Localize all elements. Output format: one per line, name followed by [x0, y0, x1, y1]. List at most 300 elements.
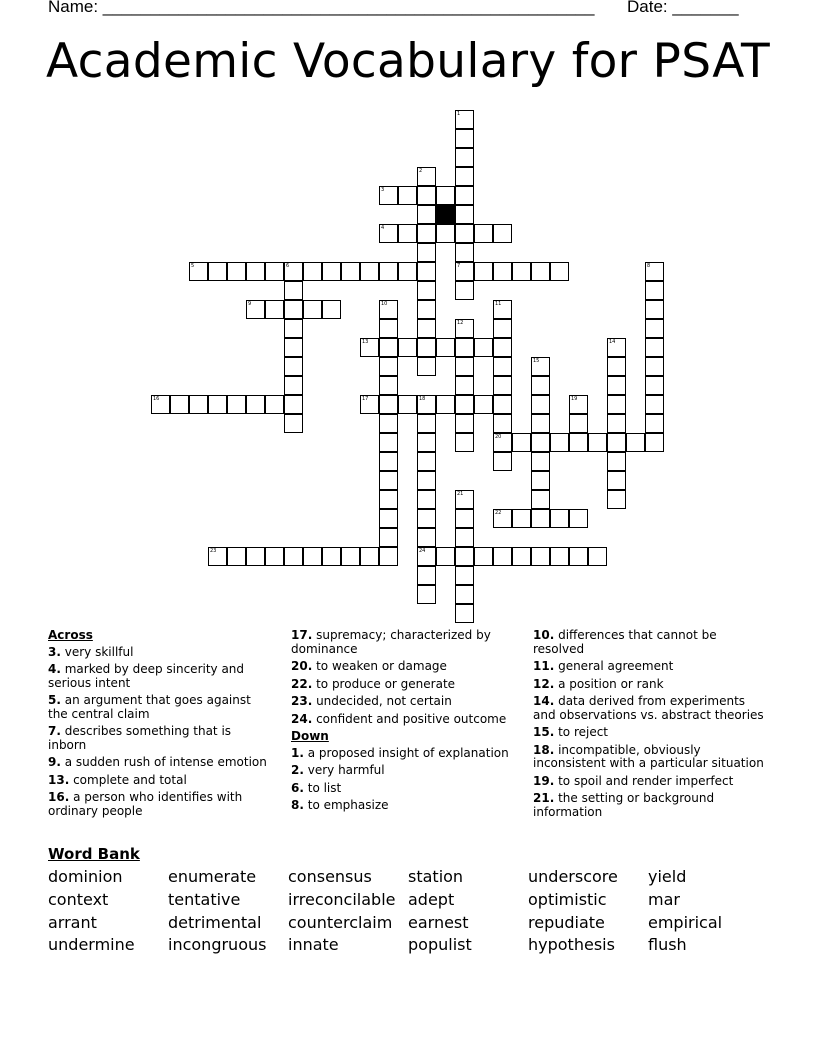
crossword-cell[interactable]: [417, 338, 436, 357]
crossword-cell-number: 10: [381, 301, 388, 307]
crossword-cell-number: 22: [495, 510, 502, 516]
crossword-cell[interactable]: [588, 433, 607, 452]
clues-column-2: [291, 629, 516, 817]
word-bank-word: station: [408, 867, 464, 886]
crossword-cell[interactable]: [455, 110, 474, 129]
clue-number: 21.: [533, 791, 555, 805]
crossword-cell[interactable]: [322, 547, 341, 566]
crossword-cell[interactable]: [531, 262, 550, 281]
crossword-cell[interactable]: [569, 509, 588, 528]
crossword-cell[interactable]: [284, 300, 303, 319]
crossword-cell[interactable]: [246, 395, 265, 414]
clue-text: to reject: [554, 725, 609, 739]
clue-item: [291, 782, 516, 796]
crossword-cell[interactable]: [379, 300, 398, 319]
crossword-cell[interactable]: [151, 395, 170, 414]
crossword-cell[interactable]: [455, 205, 474, 224]
clues-column-3: [533, 629, 768, 823]
crossword-cell[interactable]: [417, 471, 436, 490]
crossword-cell[interactable]: [512, 509, 531, 528]
crossword-cell[interactable]: [455, 224, 474, 243]
word-bank-word: empirical: [648, 913, 723, 932]
crossword-cell[interactable]: [379, 395, 398, 414]
crossword-cell[interactable]: [379, 414, 398, 433]
crossword-cell[interactable]: [417, 509, 436, 528]
crossword-cell[interactable]: [474, 224, 493, 243]
word-bank-word: repudiate: [528, 913, 605, 932]
crossword-cell-number: 14: [609, 339, 616, 345]
word-bank-word: detrimental: [168, 913, 262, 932]
crossword-cell[interactable]: [493, 414, 512, 433]
crossword-cell[interactable]: [417, 433, 436, 452]
crossword-cell[interactable]: [569, 547, 588, 566]
crossword-cell[interactable]: [645, 414, 664, 433]
crossword-cell[interactable]: [360, 262, 379, 281]
clue-item: [291, 678, 516, 692]
clue-number: 2.: [291, 763, 304, 777]
crossword-cell[interactable]: [455, 528, 474, 547]
crossword-cell[interactable]: [284, 281, 303, 300]
crossword-cell[interactable]: [455, 262, 474, 281]
crossword-cell-number: 23: [210, 548, 217, 554]
crossword-cell[interactable]: [607, 433, 626, 452]
clue-item: [291, 713, 516, 727]
crossword-cell[interactable]: [284, 338, 303, 357]
word-bank-word: populist: [408, 935, 472, 954]
crossword-cell[interactable]: [417, 262, 436, 281]
crossword-cell[interactable]: [417, 205, 436, 224]
clue-number: 8.: [291, 798, 304, 812]
crossword-cell[interactable]: [265, 395, 284, 414]
crossword-cell-number: 1: [457, 111, 461, 117]
crossword-cell[interactable]: [379, 490, 398, 509]
clue-item: [533, 775, 768, 789]
clue-item: [48, 663, 273, 690]
crossword-cell[interactable]: [531, 490, 550, 509]
crossword-cell-number: 5: [191, 263, 195, 269]
crossword-cell-number: 7: [457, 263, 461, 269]
crossword-cell[interactable]: [550, 509, 569, 528]
crossword-cell[interactable]: [303, 547, 322, 566]
crossword-cell[interactable]: [208, 262, 227, 281]
crossword-cell[interactable]: [417, 281, 436, 300]
crossword-cell[interactable]: [417, 395, 436, 414]
crossword-cell-number: 3: [381, 187, 385, 193]
word-bank-word: flush: [648, 935, 687, 954]
crossword-cell[interactable]: [531, 414, 550, 433]
crossword-cell[interactable]: [417, 547, 436, 566]
down-heading: Down: [291, 729, 329, 743]
clue-item: [291, 660, 516, 674]
clue-text: the setting or background information: [533, 791, 715, 819]
crossword-cell[interactable]: [474, 547, 493, 566]
crossword-cell[interactable]: [645, 300, 664, 319]
crossword-cell[interactable]: [227, 547, 246, 566]
crossword-cell[interactable]: [417, 224, 436, 243]
crossword-cell[interactable]: [531, 376, 550, 395]
clue-item: [48, 694, 273, 721]
crossword-cell[interactable]: [569, 433, 588, 452]
crossword-cell[interactable]: [550, 433, 569, 452]
crossword-cell[interactable]: [379, 452, 398, 471]
crossword-cell[interactable]: [379, 509, 398, 528]
crossword-cell[interactable]: [379, 376, 398, 395]
clue-number: 14.: [533, 694, 555, 708]
crossword-cell[interactable]: [417, 243, 436, 262]
clue-text: data derived from experiments and observations vs. abstract theories: [533, 694, 764, 722]
word-bank-word: context: [48, 890, 109, 909]
crossword-cell-number: 12: [457, 320, 464, 326]
crossword-cell[interactable]: [284, 262, 303, 281]
crossword-cell-number: 9: [248, 301, 252, 307]
crossword-cell[interactable]: [645, 433, 664, 452]
crossword-cell[interactable]: [379, 547, 398, 566]
crossword-cell[interactable]: [512, 262, 531, 281]
crossword-cell[interactable]: [227, 395, 246, 414]
crossword-cell[interactable]: [284, 395, 303, 414]
clue-text: an argument that goes against the central claim: [48, 693, 251, 721]
crossword-cell[interactable]: [455, 414, 474, 433]
clue-number: 15.: [533, 725, 555, 739]
crossword-cell[interactable]: [531, 471, 550, 490]
crossword-cell[interactable]: [436, 395, 455, 414]
clue-item: [533, 792, 768, 819]
crossword-cell-number: 4: [381, 225, 385, 231]
crossword-cell[interactable]: [607, 357, 626, 376]
crossword-cell[interactable]: [493, 376, 512, 395]
crossword-cell-number: 6: [286, 263, 290, 269]
crossword-cell[interactable]: [436, 547, 455, 566]
crossword-cell[interactable]: [512, 547, 531, 566]
crossword-cell[interactable]: [626, 433, 645, 452]
crossword-cell[interactable]: [379, 224, 398, 243]
crossword-cell[interactable]: [398, 224, 417, 243]
crossword-cell[interactable]: [417, 414, 436, 433]
crossword-cell-number: 15: [533, 358, 540, 364]
crossword-cell[interactable]: [417, 300, 436, 319]
crossword-cell[interactable]: [417, 566, 436, 585]
crossword-cell[interactable]: [417, 528, 436, 547]
crossword-cell[interactable]: [379, 319, 398, 338]
crossword-cell[interactable]: [436, 224, 455, 243]
crossword-cell[interactable]: [455, 547, 474, 566]
clue-number: 11.: [533, 659, 555, 673]
clue-text: undecided, not certain: [312, 694, 452, 708]
clue-text: describes something that is inborn: [48, 724, 232, 752]
crossword-cell[interactable]: [189, 262, 208, 281]
crossword-cell[interactable]: [322, 300, 341, 319]
crossword-cell[interactable]: [531, 509, 550, 528]
crossword-cell[interactable]: [417, 585, 436, 604]
clue-text: to list: [303, 780, 342, 795]
clue-number: 7.: [48, 724, 61, 738]
crossword-cell[interactable]: [607, 452, 626, 471]
clue-number: 6.: [291, 780, 304, 795]
clue-text: to spoil and render imperfect: [554, 773, 734, 788]
crossword-cell[interactable]: [303, 262, 322, 281]
clue-item: [533, 726, 768, 740]
crossword-cell[interactable]: [607, 471, 626, 490]
crossword-cell[interactable]: [493, 395, 512, 414]
crossword-cell[interactable]: [417, 319, 436, 338]
clue-text: a sudden rush of intense emotion: [60, 755, 267, 769]
crossword-cell[interactable]: [436, 338, 455, 357]
clue-number: 22.: [291, 676, 313, 691]
crossword-block-cell: [436, 205, 455, 224]
crossword-cell[interactable]: [645, 281, 664, 300]
crossword-cell-number: 19: [571, 396, 578, 402]
clue-item: [533, 744, 768, 771]
crossword-cell[interactable]: [607, 376, 626, 395]
crossword-cell[interactable]: [398, 395, 417, 414]
crossword-cell-number: 2: [419, 168, 423, 174]
clues-column-1: [48, 629, 273, 822]
crossword-cell[interactable]: [379, 186, 398, 205]
clue-item: [533, 695, 768, 722]
word-bank-word: arrant: [48, 913, 97, 932]
crossword-cell[interactable]: [493, 452, 512, 471]
clue-number: 10.: [533, 628, 555, 642]
word-bank-word: enumerate: [168, 867, 257, 886]
crossword-cell[interactable]: [455, 319, 474, 338]
crossword-cell-number: 20: [495, 434, 502, 440]
clue-text: a proposed insight of explanation: [303, 745, 509, 760]
crossword-cell[interactable]: [645, 338, 664, 357]
word-bank-word: underscore: [528, 867, 618, 886]
crossword-cell[interactable]: [645, 262, 664, 281]
clue-number: 18.: [533, 742, 555, 757]
clue-item: [48, 791, 273, 818]
clue-number: 23.: [291, 694, 313, 708]
crossword-cell[interactable]: [607, 395, 626, 414]
crossword-cell[interactable]: [455, 148, 474, 167]
crossword-cell[interactable]: [341, 262, 360, 281]
crossword-cell[interactable]: [493, 338, 512, 357]
crossword-cell[interactable]: [284, 357, 303, 376]
crossword-cell[interactable]: [265, 262, 284, 281]
crossword-cell[interactable]: [588, 547, 607, 566]
crossword-cell[interactable]: [493, 262, 512, 281]
clue-number: 13.: [48, 772, 70, 787]
crossword-cell[interactable]: [474, 395, 493, 414]
crossword-cell[interactable]: [379, 471, 398, 490]
crossword-cell[interactable]: [455, 243, 474, 262]
word-bank-word: hypothesis: [528, 935, 615, 954]
crossword-cell[interactable]: [398, 262, 417, 281]
crossword-cell[interactable]: [493, 357, 512, 376]
clue-item: [48, 646, 273, 660]
crossword-cell[interactable]: [455, 338, 474, 357]
crossword-cell[interactable]: [284, 547, 303, 566]
crossword-cell[interactable]: [455, 585, 474, 604]
crossword-cell[interactable]: [531, 433, 550, 452]
clue-item: [291, 629, 516, 656]
crossword-cell[interactable]: [189, 395, 208, 414]
word-bank-word: irreconcilable: [288, 890, 396, 909]
crossword-cell[interactable]: [417, 186, 436, 205]
crossword-cell[interactable]: [417, 452, 436, 471]
crossword-cell[interactable]: [417, 357, 436, 376]
crossword-cell[interactable]: [493, 319, 512, 338]
crossword-cell[interactable]: [531, 395, 550, 414]
crossword-cell[interactable]: [569, 414, 588, 433]
crossword-cell[interactable]: [645, 376, 664, 395]
page-title: Academic Vocabulary for PSAT: [45, 34, 771, 89]
crossword-cell[interactable]: [455, 357, 474, 376]
crossword-cell[interactable]: [474, 338, 493, 357]
crossword-cell[interactable]: [493, 224, 512, 243]
crossword-cell[interactable]: [265, 547, 284, 566]
clue-text: a person who identifies with ordinary people: [48, 790, 243, 818]
crossword-cell[interactable]: [550, 262, 569, 281]
crossword-cell[interactable]: [455, 129, 474, 148]
crossword-cell[interactable]: [455, 376, 474, 395]
crossword-cell[interactable]: [493, 433, 512, 452]
word-bank-word: counterclaim: [288, 913, 393, 932]
word-bank-word: consensus: [288, 867, 372, 886]
crossword-cell[interactable]: [455, 281, 474, 300]
clue-text: incompatible, obviously inconsistent with a particular situation: [533, 742, 764, 770]
crossword-cell[interactable]: [531, 547, 550, 566]
crossword-cell[interactable]: [398, 338, 417, 357]
crossword-cell[interactable]: [645, 395, 664, 414]
crossword-cell[interactable]: [246, 547, 265, 566]
crossword-cell[interactable]: [455, 167, 474, 186]
word-bank-word: undermine: [48, 935, 135, 954]
crossword-cell[interactable]: [550, 547, 569, 566]
clue-text: to weaken or damage: [312, 659, 447, 673]
crossword-cell-number: 16: [153, 396, 160, 402]
clue-number: 16.: [48, 790, 70, 804]
crossword-cell[interactable]: [227, 262, 246, 281]
crossword-cell[interactable]: [246, 300, 265, 319]
clue-text: to emphasize: [303, 798, 389, 812]
crossword-cell[interactable]: [284, 376, 303, 395]
crossword-cell[interactable]: [455, 186, 474, 205]
clue-item: [48, 725, 273, 752]
crossword-cell[interactable]: [360, 395, 379, 414]
word-bank-word: optimistic: [528, 890, 607, 909]
crossword-cell-number: 8: [647, 263, 651, 269]
clue-number: 9.: [48, 755, 61, 769]
word-bank-word: earnest: [408, 913, 469, 932]
crossword-cell[interactable]: [455, 395, 474, 414]
clue-text: very harmful: [303, 763, 385, 777]
clue-text: a position or rank: [554, 676, 664, 691]
crossword-cell[interactable]: [607, 414, 626, 433]
crossword-cell[interactable]: [322, 262, 341, 281]
crossword-cell[interactable]: [569, 395, 588, 414]
word-bank-title: Word Bank: [48, 845, 140, 863]
crossword-cell[interactable]: [303, 300, 322, 319]
crossword-cell[interactable]: [455, 566, 474, 585]
crossword-cell[interactable]: [398, 186, 417, 205]
clue-item: [533, 629, 768, 656]
clue-number: 4.: [48, 662, 61, 676]
clue-item: [48, 774, 273, 788]
crossword-cell[interactable]: [607, 338, 626, 357]
crossword-cell[interactable]: [436, 186, 455, 205]
clue-number: 12.: [533, 676, 555, 691]
clue-number: 24.: [291, 711, 313, 726]
crossword-cell-number: 18: [419, 396, 426, 402]
crossword-cell[interactable]: [417, 167, 436, 186]
crossword-cell[interactable]: [360, 338, 379, 357]
crossword-cell[interactable]: [645, 357, 664, 376]
crossword-cell[interactable]: [493, 509, 512, 528]
crossword-cell[interactable]: [455, 433, 474, 452]
crossword-cell-number: 17: [362, 396, 369, 402]
crossword-cell[interactable]: [170, 395, 189, 414]
clue-text: confident and positive outcome: [312, 711, 507, 726]
clue-item: [291, 764, 516, 778]
crossword-cell[interactable]: [455, 509, 474, 528]
crossword-cell-number: 24: [419, 548, 426, 554]
crossword-cell[interactable]: [360, 547, 379, 566]
clue-text: to produce or generate: [312, 676, 456, 691]
crossword-cell[interactable]: [493, 547, 512, 566]
crossword-cell[interactable]: [417, 490, 436, 509]
crossword-cell[interactable]: [379, 338, 398, 357]
clue-text: differences that cannot be resolved: [533, 628, 717, 656]
crossword-cell[interactable]: [341, 547, 360, 566]
word-bank-word: yield: [648, 867, 687, 886]
clue-item: [533, 660, 768, 674]
crossword-cell[interactable]: [379, 433, 398, 452]
across-heading: Across: [48, 628, 93, 642]
crossword-cell[interactable]: [474, 262, 493, 281]
word-bank-word: adept: [408, 890, 455, 909]
clue-number: 19.: [533, 773, 555, 788]
crossword-cell[interactable]: [208, 547, 227, 566]
crossword-cell[interactable]: [455, 490, 474, 509]
crossword-cell-number: 13: [362, 339, 369, 345]
clue-item: [533, 678, 768, 692]
crossword-cell[interactable]: [645, 319, 664, 338]
clue-item: [291, 747, 516, 761]
crossword-cell[interactable]: [531, 357, 550, 376]
clue-item: [291, 799, 516, 813]
crossword-cell[interactable]: [208, 395, 227, 414]
clue-text: marked by deep sincerity and serious intent: [48, 662, 245, 690]
clue-text: complete and total: [69, 772, 187, 787]
crossword-cell[interactable]: [284, 319, 303, 338]
clue-item: [291, 695, 516, 709]
crossword-cell[interactable]: [379, 528, 398, 547]
crossword-cell[interactable]: [246, 262, 265, 281]
crossword-cell[interactable]: [512, 433, 531, 452]
clue-item: [48, 756, 273, 770]
clue-number: 3.: [48, 644, 61, 659]
crossword-cell[interactable]: [607, 490, 626, 509]
clue-number: 5.: [48, 693, 61, 707]
crossword-cell[interactable]: [493, 300, 512, 319]
clue-number: 20.: [291, 659, 313, 673]
crossword-cell[interactable]: [265, 300, 284, 319]
crossword-cell[interactable]: [455, 604, 474, 623]
crossword-cell[interactable]: [284, 414, 303, 433]
crossword-cell[interactable]: [531, 452, 550, 471]
crossword-cell[interactable]: [379, 357, 398, 376]
clue-number: 17.: [291, 628, 313, 642]
crossword-cell-number: 21: [457, 491, 464, 497]
clue-number: 1.: [291, 745, 304, 760]
word-bank-word: innate: [288, 935, 339, 954]
word-bank-word: dominion: [48, 867, 123, 886]
word-bank-word: incongruous: [168, 935, 267, 954]
crossword-cell-number: 11: [495, 301, 502, 307]
crossword-cell[interactable]: [379, 262, 398, 281]
